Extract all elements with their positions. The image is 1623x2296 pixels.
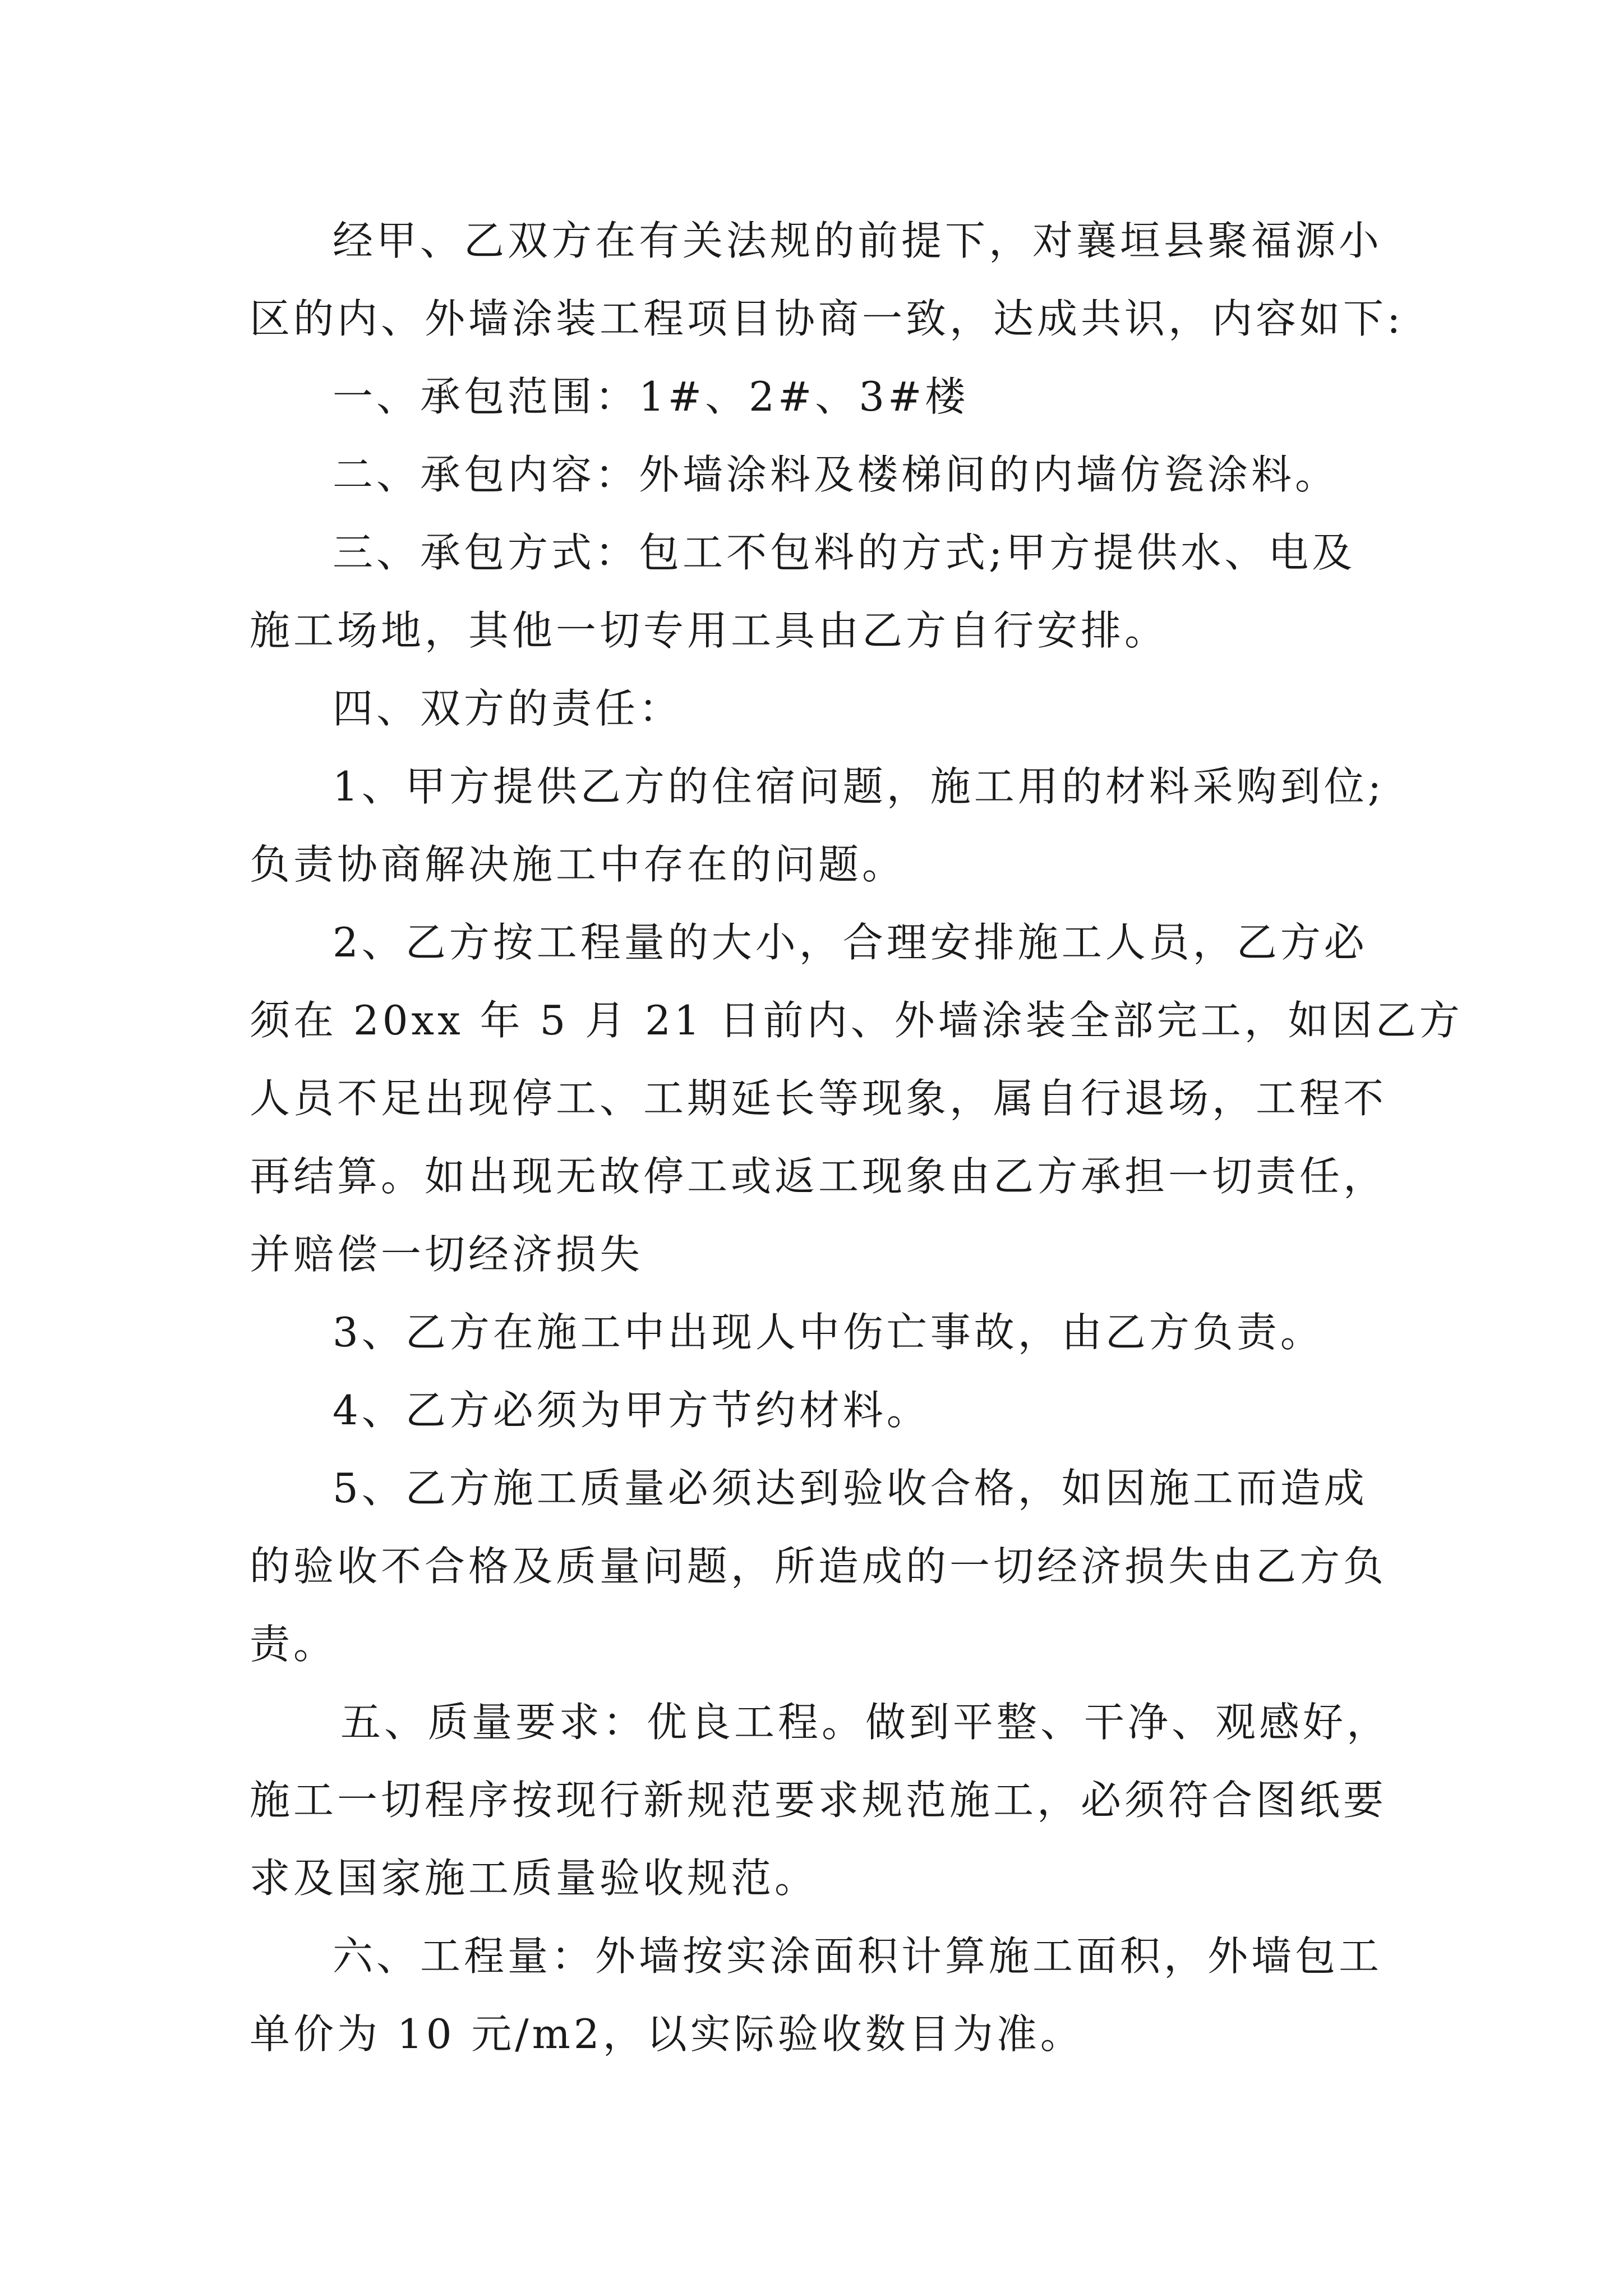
text-line: 负责协商解决施工中存在的问题。 [250,841,906,888]
text-line: 区的内、外墙涂装工程项目协商一致，达成共识，内容如下: [250,295,1404,342]
text-line: 三、承包方式：包工不包料的方式;甲方提供水、电及 [333,529,1356,576]
text-line: 4、乙方必须为甲方节约材料。 [333,1387,930,1434]
text-line: 的验收不合格及质量问题，所造成的一切经济损失由乙方负 [250,1543,1387,1590]
text-line: 五、质量要求：优良工程。做到平整、干净、观感好， [340,1699,1391,1746]
text-line: 施工场地，其他一切专用工具由乙方自行安排。 [250,607,1169,654]
text-line: 单价为 10 元/m2，以实际验收数目为准。 [250,2010,1084,2058]
text-line: 一、承包范围：1#、2#、3#楼 [333,373,969,420]
text-line: 求及国家施工质量验收规范。 [250,1855,819,1902]
text-line: 5、乙方施工质量必须达到验收合格，如因施工而造成 [333,1465,1368,1512]
text-line: 并赔偿一切经济损失 [250,1231,644,1278]
text-line: 经甲、乙双方在有关法规的前提下，对襄垣县聚福源小 [333,217,1383,264]
document-page [250,202,1463,2073]
text-line: 二、承包内容：外墙涂料及楼梯间的内墙仿瓷涂料。 [333,451,1339,498]
text-line: 施工一切程序按现行新规范要求规范施工，必须符合图纸要 [250,1777,1387,1824]
text-line: 责。 [250,1621,338,1668]
text-line: 2、乙方按工程量的大小，合理安排施工人员，乙方必 [333,919,1368,966]
text-line: 须在 20xx 年 5 月 21 日前内、外墙涂装全部完工，如因乙方 [250,997,1463,1044]
text-line: 再结算。如出现无故停工或返工现象由乙方承担一切责任， [250,1153,1387,1200]
text-line: 人员不足出现停工、工期延长等现象，属自行退场，工程不 [250,1075,1387,1122]
text-line: 六、工程量：外墙按实涂面积计算施工面积，外墙包工 [333,1932,1383,1980]
text-line: 3、乙方在施工中出现人中伤亡事故，由乙方负责。 [333,1309,1324,1356]
text-line: 四、双方的责任： [333,685,683,732]
text-line: 1、甲方提供乙方的住宿问题，施工用的材料采购到位; [333,763,1385,810]
